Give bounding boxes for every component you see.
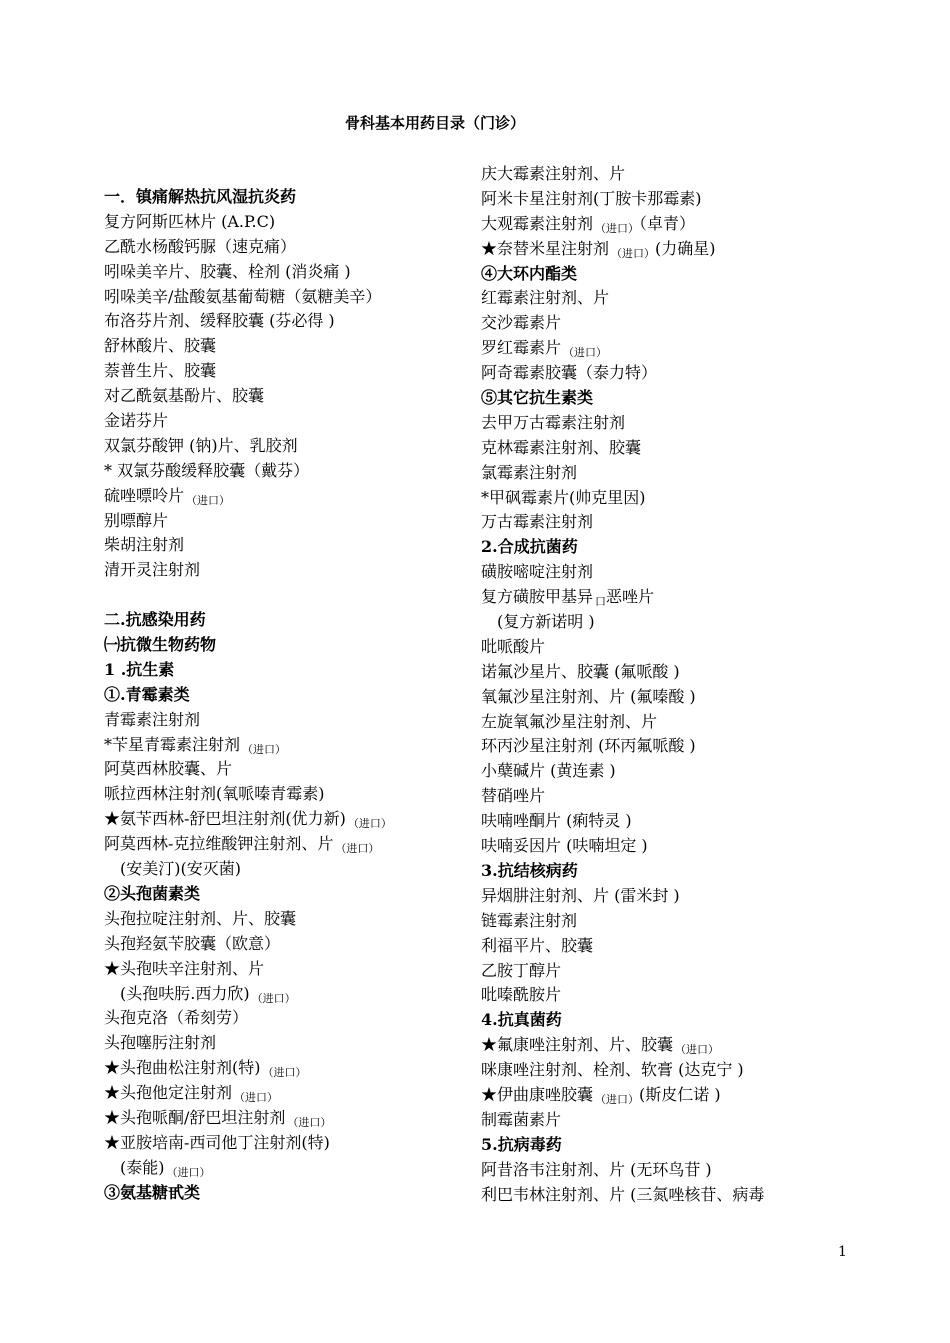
item-text-after: （卓青） [639, 213, 696, 233]
item-text: 吡哌酸片 [481, 636, 546, 656]
list-item [104, 359, 464, 384]
item-note: （进口） [347, 817, 392, 831]
section-heading [104, 633, 464, 658]
item-text: ③氨基糖甙类 [104, 1182, 201, 1202]
item-text-after: (斯皮仁诺 ) [639, 1084, 721, 1104]
item-text: 3.抗结核病药 [481, 860, 578, 880]
item-text: 替硝唑片 [481, 786, 546, 806]
item-text: 吲哚美辛/盐酸氨基葡萄糖（氨糖美辛） [104, 286, 382, 306]
list-item [481, 934, 881, 959]
item-note: （进口） [234, 1091, 279, 1105]
item-text: 硫唑嘌呤片 [104, 485, 185, 505]
list-item [104, 509, 464, 534]
list-item [104, 260, 464, 285]
list-item [104, 782, 464, 807]
list-item [104, 285, 464, 310]
item-text: ★氨苄西林-舒巴坦注射剂(优力新) [104, 809, 346, 829]
page-number: 1 [838, 1244, 847, 1260]
list-item [481, 983, 881, 1008]
list-item [481, 361, 881, 386]
item-text: ⑤其它抗生素类 [481, 388, 594, 408]
item-text: 诺氟沙星片、胶囊 (氟哌酸 ) [481, 661, 680, 681]
list-item [481, 585, 881, 610]
section-heading [481, 262, 881, 287]
section-heading [481, 535, 881, 560]
item-text: 异烟肼注射剂、片 (雷米封 ) [481, 885, 680, 905]
list-item [481, 1158, 881, 1183]
document-title: 骨科基本用药目录（门诊） [344, 114, 525, 132]
list-item [481, 759, 881, 784]
list-item [104, 334, 464, 359]
list-item [104, 583, 464, 608]
item-text: ①.青霉素类 [104, 684, 190, 704]
list-item [481, 809, 881, 834]
item-text: 青霉素注射剂 [104, 709, 201, 729]
list-item [481, 784, 881, 809]
item-text: 头孢克洛（希刻劳） [104, 1008, 249, 1028]
item-text-after: (力确星) [655, 238, 716, 258]
list-item [481, 909, 881, 934]
item-text: ④大环内酯类 [481, 263, 578, 283]
list-item [104, 757, 464, 782]
list-item [481, 436, 881, 461]
item-text: 庆大霉素注射剂、片 [481, 164, 626, 183]
right-column [481, 162, 881, 1207]
list-item [481, 959, 881, 984]
list-item [104, 484, 464, 509]
list-item [481, 685, 881, 710]
item-text: 双氯芬酸钾 (钠)片、乳胶剂 [104, 435, 298, 455]
list-item [481, 486, 881, 511]
item-text: 哌拉西林注射剂(氧哌嗪青霉素) [104, 784, 325, 804]
section-heading [104, 608, 464, 633]
item-note: （进口） [335, 842, 380, 856]
item-text: 乙胺丁醇片 [481, 960, 562, 980]
item-note: （进口） [595, 221, 640, 235]
item-text: 氯霉素注射剂 [481, 462, 578, 482]
item-text: ★亚胺培南-西司他丁注射剂(特) [104, 1132, 330, 1152]
list-item [104, 384, 464, 409]
list-item [481, 411, 881, 436]
list-item [481, 461, 881, 486]
list-item [481, 187, 881, 212]
list-item [104, 982, 464, 1007]
item-note: （进口） [675, 1043, 720, 1057]
item-note: （进口） [186, 493, 231, 507]
list-item [104, 932, 464, 957]
item-text: ★氟康唑注射剂、片、胶囊 [481, 1035, 674, 1055]
item-text: 清开灵注射剂 [104, 560, 201, 580]
list-item [481, 1183, 881, 1208]
section-heading [481, 386, 881, 411]
item-text: 头孢噻肟注射剂 [104, 1033, 217, 1053]
item-text: 布洛芬片剂、缓释胶囊 (芬必得 ) [104, 311, 335, 331]
section-heading [481, 859, 881, 884]
item-text: 乙酰水杨酸钙脲（速克痛） [104, 236, 297, 256]
left-column [104, 185, 464, 1206]
list-item [481, 610, 881, 635]
item-text: *苄星青霉素注射剂 [104, 734, 241, 754]
item-text-after: 恶唑片 [606, 587, 655, 607]
item-text: 去甲万古霉素注射剂 [481, 412, 626, 432]
list-item [104, 409, 464, 434]
item-text: 舒林酸片、胶囊 [104, 336, 217, 356]
item-text: 二.抗感染用药 [104, 610, 206, 630]
list-item [481, 884, 881, 909]
item-text: 复方磺胺甲基异 [481, 587, 594, 607]
list-item [104, 210, 464, 235]
item-note: （进口） [251, 991, 296, 1005]
item-text: 萘普生片、胶囊 [104, 361, 217, 381]
item-note: （进口） [287, 1115, 332, 1129]
list-item [104, 1006, 464, 1031]
list-item [104, 1031, 464, 1056]
item-text: 呋喃唑酮片 (痢特灵 ) [481, 811, 632, 831]
item-text: (泰能) [120, 1157, 165, 1177]
item-text: ★头孢他定注射剂 [104, 1083, 233, 1103]
item-text: 4.抗真菌药 [481, 1010, 562, 1030]
item-text: 别嘌醇片 [104, 510, 169, 530]
item-text: 2.合成抗菌药 [481, 537, 578, 557]
section-heading [104, 882, 464, 907]
section-heading [104, 683, 464, 708]
item-text: 吡嗪酰胺片 [481, 985, 562, 1005]
list-item [481, 660, 881, 685]
list-item [104, 807, 464, 832]
section-heading [104, 658, 464, 683]
list-item [104, 1056, 464, 1081]
list-item [481, 510, 881, 535]
list-item [104, 459, 464, 484]
list-item [481, 1033, 881, 1058]
item-text: * 双氯芬酸缓释胶囊（戴芬） [104, 460, 310, 480]
list-item [481, 710, 881, 735]
item-text: (安美汀)(安灭菌) [120, 859, 241, 879]
item-text: 柴胡注射剂 [104, 535, 185, 555]
item-text: 复方阿斯匹林片 (A.P.C) [104, 211, 276, 231]
item-text: 红霉素注射剂、片 [481, 288, 610, 308]
item-text: 金诺芬片 [104, 411, 169, 431]
list-item [104, 708, 464, 733]
item-note: （进口） [262, 1066, 307, 1080]
item-note: （进口） [611, 246, 656, 260]
item-text: 利福平片、胶囊 [481, 935, 594, 955]
item-text: 阿昔洛韦注射剂、片 (无环鸟苷 ) [481, 1159, 712, 1179]
list-item [481, 286, 881, 311]
item-note: （进口） [595, 1092, 640, 1106]
item-text: 大观霉素注射剂 [481, 213, 594, 233]
item-text: ②头孢菌素类 [104, 883, 201, 903]
item-text: 罗红霉素片 [481, 338, 562, 358]
item-text: 链霉素注射剂 [481, 910, 578, 930]
list-item [481, 834, 881, 859]
item-note: （进口） [563, 346, 608, 360]
item-text: 呋喃妥因片 (呋喃坦定 ) [481, 836, 648, 856]
list-item [481, 560, 881, 585]
item-text: (复方新诺明 ) [497, 612, 595, 632]
list-item [481, 1083, 881, 1108]
section-heading [104, 1181, 464, 1206]
item-text: ★头孢曲松注射剂(特) [104, 1058, 261, 1078]
item-text: 咪康唑注射剂、栓剂、软膏 (达克宁 ) [481, 1060, 744, 1080]
list-item [104, 1131, 464, 1156]
list-item [104, 1081, 464, 1106]
item-text: ★头孢呋辛注射剂、片 [104, 958, 265, 978]
list-item [481, 1108, 881, 1133]
list-item [481, 237, 881, 262]
list-item [104, 1156, 464, 1181]
list-item [481, 311, 881, 336]
section-heading [104, 185, 464, 210]
item-text: (头孢呋肟.西力欣) [120, 983, 250, 1003]
list-item [104, 1106, 464, 1131]
item-text: *甲砜霉素片(帅克里因) [481, 487, 646, 507]
list-item [104, 309, 464, 334]
item-text: 头孢羟氨苄胶囊（欧意） [104, 933, 281, 953]
item-text: 小蘖碱片 (黄连素 ) [481, 761, 616, 781]
list-item [481, 734, 881, 759]
list-item [104, 832, 464, 857]
item-text: 阿米卡星注射剂(丁胺卡那霉素) [481, 188, 702, 208]
item-text: ★伊曲康唑胶囊 [481, 1084, 594, 1104]
item-text: 克林霉素注射剂、胶囊 [481, 437, 642, 457]
item-text: 磺胺嘧啶注射剂 [481, 562, 594, 582]
section-heading [481, 1008, 881, 1033]
list-item [104, 558, 464, 583]
list-item [481, 336, 881, 361]
item-text: 环丙沙星注射剂 (环丙氟哌酸 ) [481, 736, 696, 756]
item-text: 对乙酰氨基酚片、胶囊 [104, 386, 265, 406]
list-item [481, 1058, 881, 1083]
item-text: 万古霉素注射剂 [481, 512, 594, 532]
item-text: 一．镇痛解热抗风湿抗炎药 [104, 187, 297, 206]
list-item [104, 957, 464, 982]
list-item [104, 907, 464, 932]
section-heading [481, 1133, 881, 1158]
item-text: 左旋氧氟沙星注射剂、片 [481, 711, 658, 731]
item-text: 交沙霉素片 [481, 313, 562, 333]
item-note: 口 [595, 595, 607, 609]
item-note: （进口） [242, 742, 287, 756]
item-text: 吲哚美辛片、胶囊、栓剂 (消炎痛 ) [104, 261, 351, 281]
item-text: ㈠抗微生物药物 [104, 635, 217, 655]
item-text: 阿莫西林胶囊、片 [104, 759, 233, 779]
list-item [104, 733, 464, 758]
item-text: 氧氟沙星注射剂、片 (氟嗪酸 ) [481, 686, 696, 706]
item-text: ★奈替米星注射剂 [481, 238, 610, 258]
item-text: 阿奇霉素胶囊（泰力特） [481, 363, 658, 383]
item-text: ★头孢哌酮/舒巴坦注射剂 [104, 1107, 286, 1127]
list-item [481, 162, 881, 187]
item-text: 头孢拉啶注射剂、片、胶囊 [104, 908, 297, 928]
list-item [104, 533, 464, 558]
list-item [481, 635, 881, 660]
item-text: 制霉菌素片 [481, 1109, 562, 1129]
list-item [104, 857, 464, 882]
item-text: 5.抗病毒药 [481, 1134, 562, 1154]
item-text: 1 .抗生素 [104, 659, 175, 679]
list-item [104, 235, 464, 260]
item-text: 利巴韦林注射剂、片 (三氮唑核苷、病毒 [481, 1184, 765, 1204]
list-item [104, 434, 464, 459]
item-text: 阿莫西林-克拉维酸钾注射剂、片 [104, 834, 334, 854]
list-item [481, 212, 881, 237]
item-note: （进口） [166, 1165, 211, 1179]
